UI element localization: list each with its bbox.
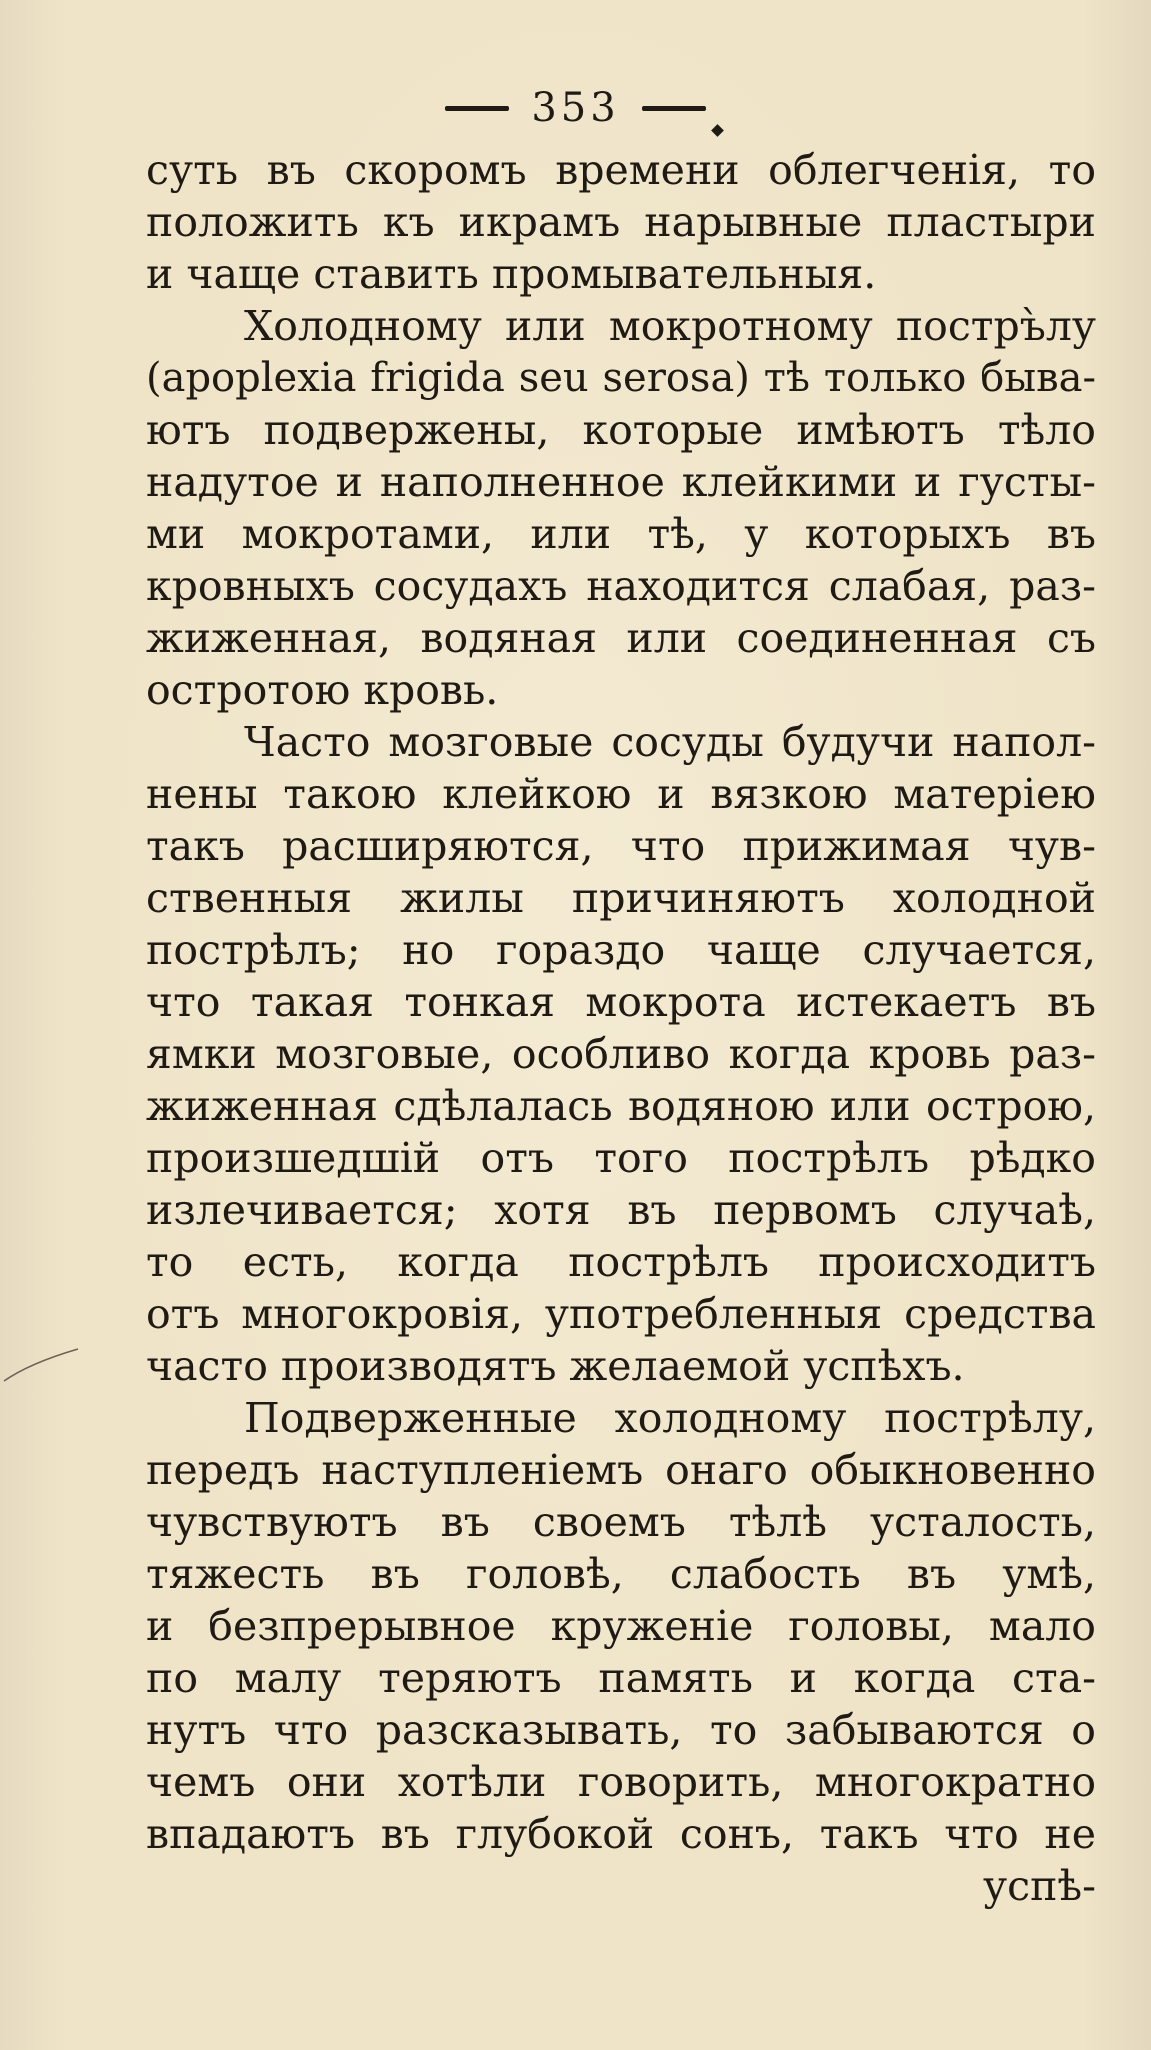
text-line: кровныхъ сосудахъ находится слабая, раз- bbox=[146, 562, 1096, 610]
text-line: положить къ икрамъ нарывные пластыри bbox=[146, 198, 1096, 246]
text-line: и чаще ставить промывательныя. bbox=[146, 250, 877, 298]
body-text bbox=[146, 144, 1096, 1912]
text-line: Холодному или мокротному постръ̀лу bbox=[244, 302, 1096, 350]
text-line: (apoplexia frigida seu serosa) тѣ только быва- bbox=[146, 355, 1096, 401]
text-line: суть въ скоромъ времени облегченія, то bbox=[146, 146, 1096, 194]
text-line: передъ наступленіемъ онаго обыкновенно bbox=[146, 1446, 1096, 1494]
text-line: Часто мозговые сосуды будучи напол- bbox=[244, 718, 1096, 766]
page-header bbox=[0, 78, 1151, 138]
text-line: ственныя жилы причиняютъ холодной bbox=[146, 874, 1096, 922]
text-line: часто производятъ желаемой успѣхъ. bbox=[146, 1342, 965, 1390]
text-line: по малу теряютъ память и когда ста- bbox=[146, 1654, 1096, 1702]
text-line: нены такою клейкою и вязкою матеріею bbox=[146, 770, 1096, 818]
text-line: впадаютъ въ глубокой сонъ, такъ что не bbox=[146, 1810, 1096, 1858]
margin-pencil-mark bbox=[0, 1345, 90, 1385]
text-line: чувствуютъ въ своемъ тѣлѣ усталость, bbox=[146, 1498, 1096, 1546]
text-line: пострѣлъ; но гораздо чаще случается, bbox=[146, 926, 1096, 974]
page-number: 353 bbox=[531, 85, 620, 131]
text-line: что такая тонкая мокрота истекаетъ въ bbox=[146, 978, 1096, 1026]
text-line: ютъ подвержены, которые имѣютъ тѣло bbox=[146, 406, 1096, 454]
text-line: жиженная сдѣлалась водяною или острою, bbox=[146, 1082, 1096, 1130]
text-line: надутое и наполненное клейкими и густы- bbox=[146, 458, 1096, 506]
header-ornament-dot bbox=[711, 124, 724, 137]
text-line: отъ многокровія, употребленныя средства bbox=[146, 1290, 1096, 1338]
header-dash-right bbox=[642, 106, 706, 111]
text-line: чемъ они хотѣли говорить, многократно bbox=[146, 1758, 1096, 1806]
text-line: остротою кровь. bbox=[146, 666, 499, 714]
text-line: и безпрерывное круженіе головы, мало bbox=[146, 1602, 1096, 1650]
text-line: ямки мозговые, особливо когда кровь раз- bbox=[146, 1030, 1096, 1078]
text-line: то есть, когда пострѣлъ происходитъ bbox=[146, 1238, 1096, 1286]
text-line: такъ расширяются, что прижимая чув- bbox=[146, 822, 1096, 870]
text-line: Подверженные холодному пострѣлу, bbox=[244, 1394, 1096, 1442]
text-line: ми мокротами, или тѣ, у которыхъ въ bbox=[146, 510, 1096, 558]
text-line: жиженная, водяная или соединенная съ bbox=[146, 614, 1096, 662]
text-line: излечивается; хотя въ первомъ случаѣ, bbox=[146, 1186, 1096, 1234]
text-line: успѣ- bbox=[983, 1862, 1096, 1910]
text-line: тяжесть въ головѣ, слабость въ умѣ, bbox=[146, 1550, 1096, 1598]
text-line: нутъ что разсказывать, то забываются о bbox=[146, 1706, 1096, 1754]
text-line: произшедшій отъ того пострѣлъ рѣдко bbox=[146, 1134, 1096, 1182]
header-dash-left bbox=[445, 106, 509, 111]
